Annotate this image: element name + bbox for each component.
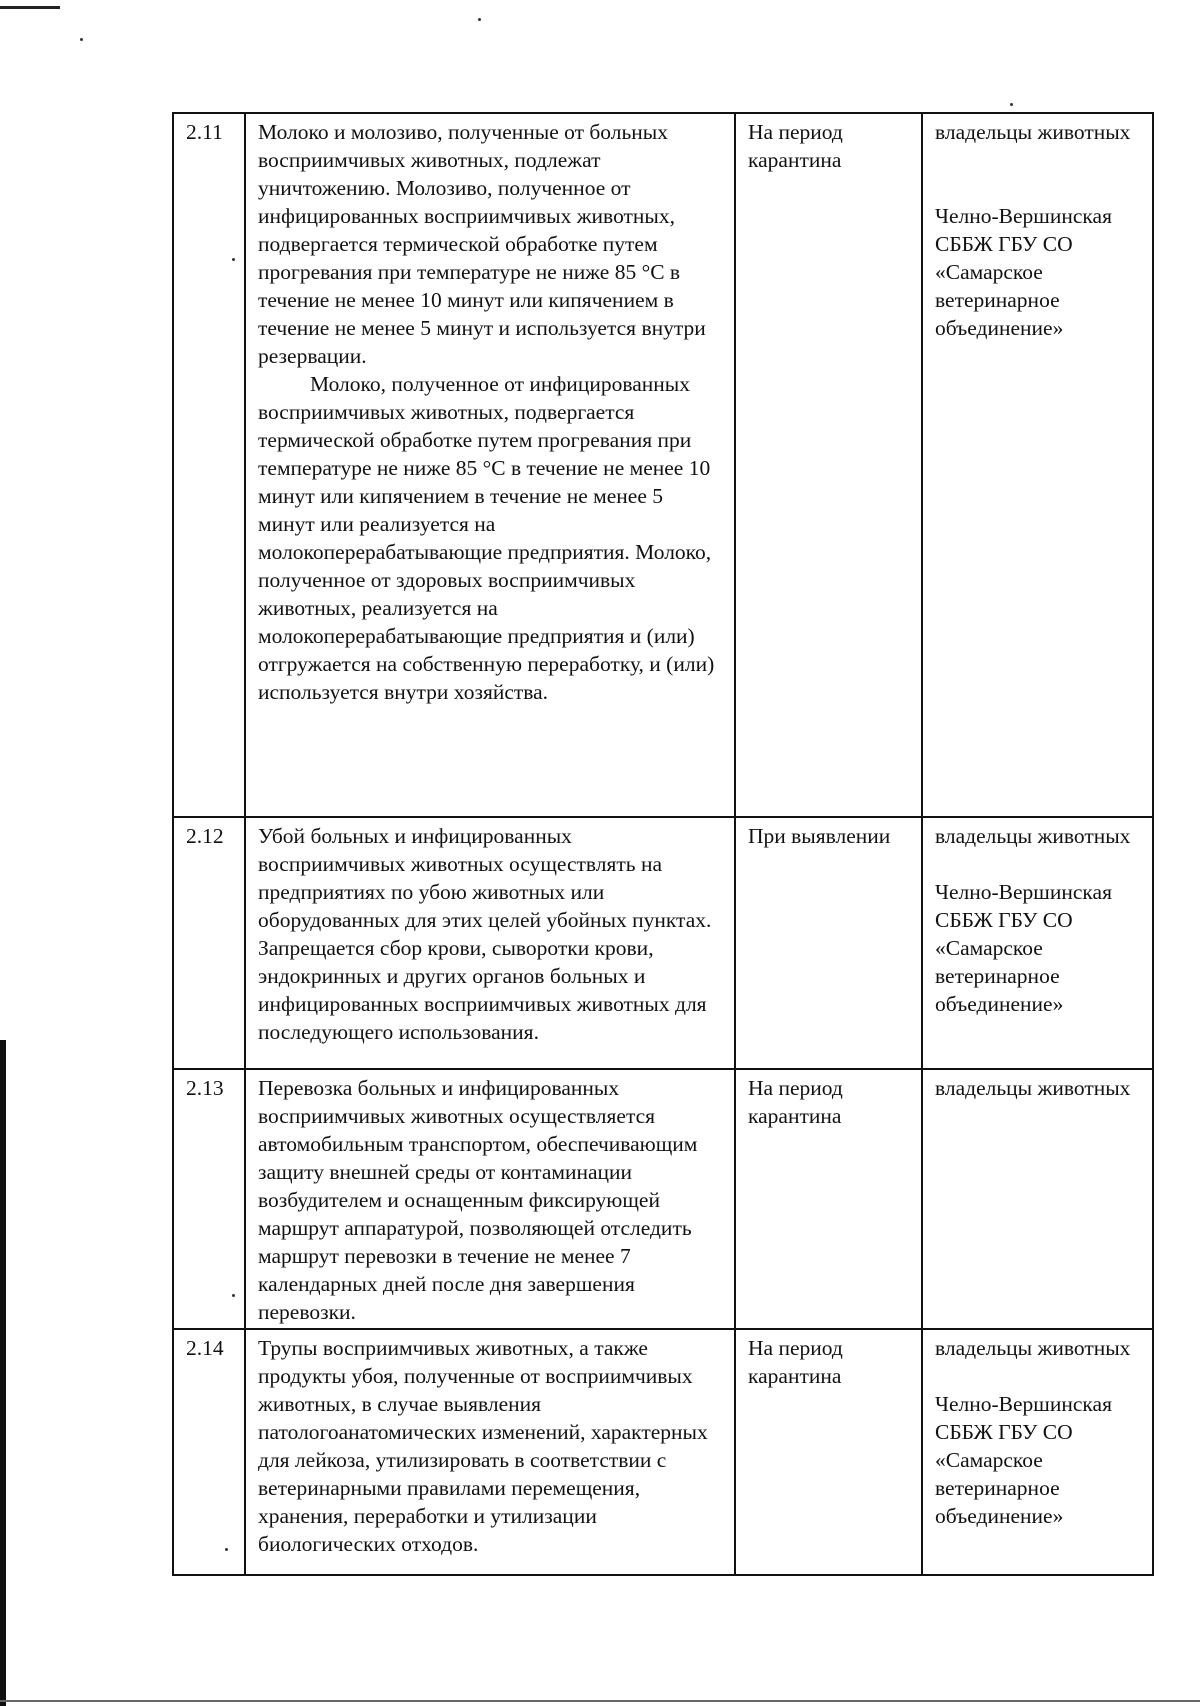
row-number: 2.14	[173, 1329, 245, 1575]
responsible-owners: владельцы животных	[935, 120, 1131, 144]
table-row	[173, 1329, 1153, 1575]
measure-paragraph: Молоко, полученное от инфицированных восприимчивых животных, подвергается термической обработке путем прогревания при температуре не ниже 85 °С в течение не менее 10 минут или кипячением в течение не менее 5 минут или реализуется на молокоперерабатывающие предприятия. Молоко, полученное от здоровых восприимчивых животных, реализуется на молокоперерабатывающие предприятия и (или) отгружается на собственную переработку, и (или) используется внутри хозяйства.	[258, 372, 715, 704]
responsible-vet-station: Челно-Вершинская СББЖ ГБУ СО «Самарское ветеринарное объединение»	[935, 204, 1112, 340]
responsible-owners: владельцы животных	[935, 1076, 1131, 1100]
term-cell: При выявлении	[735, 817, 922, 1069]
row-number: 2.11	[173, 113, 245, 817]
responsible-cell	[922, 817, 1153, 1069]
responsible-owners: владельцы животных	[935, 1336, 1131, 1360]
measure-text	[245, 113, 735, 817]
term-cell: На период карантина	[735, 1069, 922, 1329]
measure-text	[245, 1329, 735, 1575]
responsible-vet-station: Челно-Вершинская СББЖ ГБУ СО «Самарское ветеринарное объединение»	[935, 1392, 1112, 1528]
responsible-vet-station: Челно-Вершинская СББЖ ГБУ СО «Самарское ветеринарное объединение»	[935, 880, 1112, 1016]
table-row	[173, 1069, 1153, 1329]
scan-artifact	[80, 38, 83, 41]
measures-table	[172, 112, 1154, 1576]
scan-artifact	[0, 1700, 1200, 1702]
row-number: 2.13	[173, 1069, 245, 1329]
responsible-cell	[922, 1329, 1153, 1575]
measure-text	[245, 817, 735, 1069]
scan-artifact	[0, 1040, 6, 1706]
measure-paragraph: Трупы восприимчивых животных, а также продукты убоя, полученные от восприимчивых животных, в случае выявления патологоанатомических изменений, характерных для лейкоза, утилизировать в соответствии с ветеринарными правилами перемещения, хранения, переработки и утилизации биологических отходов.	[258, 1336, 708, 1556]
table-row	[173, 113, 1153, 817]
scan-artifact	[478, 18, 481, 21]
responsible-cell	[922, 113, 1153, 817]
row-number: 2.12	[173, 817, 245, 1069]
table-row	[173, 817, 1153, 1069]
measure-paragraph: Убой больных и инфицированных восприимчивых животных осуществлять на предприятиях по убою животных или оборудованных для этих целей убойных пунктах. Запрещается сбор крови, сыворотки крови, эндокринных и других органов больных и инфицированных восприимчивых животных для последующего использования.	[258, 824, 712, 1044]
measure-paragraph: Молоко и молозиво, полученные от больных восприимчивых животных, подлежат уничтожению. Молозиво, полученное от инфицированных восприимчивых животных, подвергается термической обработке путем прогревания при температуре не ниже 85 °С в течение не менее 10 минут или кипячением в течение не менее 5 минут и используется внутри резервации.	[258, 120, 706, 368]
responsible-cell	[922, 1069, 1153, 1329]
measure-text	[245, 1069, 735, 1329]
term-cell: На период карантина	[735, 113, 922, 817]
term-cell: На период карантина	[735, 1329, 922, 1575]
scan-artifact	[1010, 103, 1013, 106]
measure-paragraph: Перевозка больных и инфицированных восприимчивых животных осуществляется автомобильным транспортом, обеспечивающим защиту внешней среды от контаминации возбудителем и оснащенным фиксирующей маршрут аппаратурой, позволяющей отследить маршрут перевозки в течение не менее 7 календарных дней после дня завершения перевозки.	[258, 1076, 698, 1324]
responsible-owners: владельцы животных	[935, 824, 1131, 848]
scan-artifact	[0, 6, 60, 9]
